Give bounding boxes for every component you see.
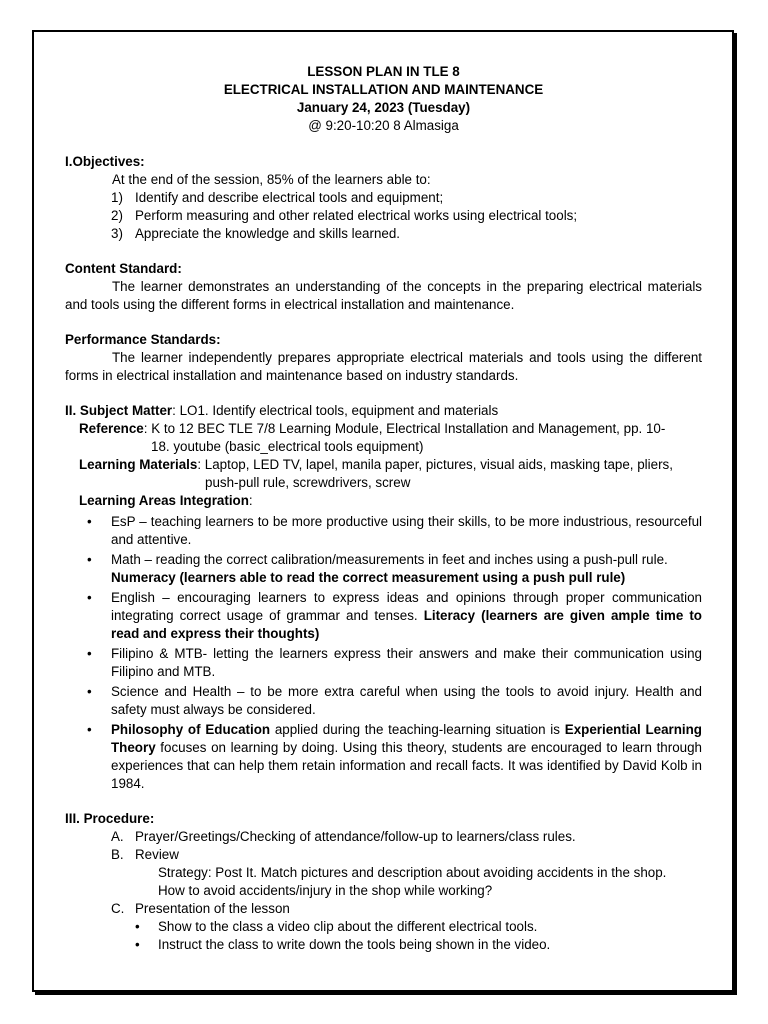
review-strategy: Strategy: Post It. Match pictures and description about avoiding accidents in the shop. How to avoid accidents/injury in the shop while working?	[158, 865, 667, 898]
presentation-list	[65, 918, 702, 954]
procedure-list	[65, 828, 702, 864]
procedure-list-c	[65, 900, 702, 918]
subject-matter-section	[65, 402, 702, 793]
content-standard-heading: Content Standard:	[65, 261, 182, 276]
learning-materials-block: Learning Materials: Laptop, LED TV, lapel, manila paper, pictures, visual aids, masking tape, pliers, push-pull rule, screwdrivers, screw	[79, 457, 673, 490]
list-item: A. Prayer/Greetings/Checking of attendance/follow-up to learners/class rules.	[111, 829, 576, 844]
list-item: 2) Perform measuring and other related electrical works using electrical tools;	[111, 208, 578, 223]
integration-heading: Learning Areas Integration:	[79, 493, 253, 508]
procedure-section	[65, 810, 702, 954]
objectives-section	[65, 153, 702, 243]
performance-standards-heading: Performance Standards:	[65, 332, 221, 347]
lesson-plan-document	[65, 63, 702, 954]
integration-list	[65, 513, 702, 793]
objectives-intro: At the end of the session, 85% of the learners able to:	[112, 172, 431, 187]
list-item: • Filipino & MTB- letting the learners express their answers and make their communication using Filipino and MTB.	[87, 646, 702, 679]
list-item: • Show to the class a video clip about the different electrical tools.	[135, 919, 538, 934]
header-subject: ELECTRICAL INSTALLATION AND MAINTENANCE	[223, 82, 544, 97]
list-item: • Philosophy of Education applied during the teaching-learning situation is Experiential Learning Theory focuses on learning by doing. Using this theory, students are encouraged to learn through experiences that can help them retain information and recall facts. It was identified by David Kolb in 1984.	[87, 722, 702, 791]
list-item: • English – encouraging learners to express ideas and opinions through proper communication integrating correct usage of grammar and tenses. Literacy (learners are given ample time to read and express their thoughts)	[87, 590, 702, 641]
objectives-heading: I.Objectives:	[65, 154, 145, 169]
content-standard-section	[65, 260, 702, 314]
list-item: • Math – reading the correct calibration/measurements in feet and inches using a push-pull rule. Numeracy (learners able to read the correct measurement using a push pull rule)	[87, 552, 668, 585]
list-item: • EsP – teaching learners to be more productive using their skills, to be more industrious, resourceful and attentive.	[87, 514, 702, 547]
content-standard-text: The learner demonstrates an understanding of the concepts in the preparing electrical materials and tools using the different forms in electrical installation and maintenance.	[65, 279, 702, 312]
header-time: @ 9:20-10:20 8 Almasiga	[308, 118, 459, 133]
document-header	[65, 63, 702, 135]
list-item: • Instruct the class to write down the tools being shown in the video.	[135, 937, 551, 952]
list-item: 3) Appreciate the knowledge and skills learned.	[111, 226, 401, 241]
performance-standards-section	[65, 331, 702, 385]
list-item: 1) Identify and describe electrical tools and equipment;	[111, 190, 444, 205]
objectives-list	[65, 189, 702, 243]
header-date: January 24, 2023 (Tuesday)	[296, 100, 471, 115]
header-title: LESSON PLAN IN TLE 8	[307, 64, 460, 79]
performance-standards-text: The learner independently prepares appropriate electrical materials and tools using the different forms in electrical installation and maintenance based on industry standards.	[65, 350, 702, 383]
procedure-heading: III. Procedure:	[65, 811, 155, 826]
list-item: • Science and Health – to be more extra careful when using the tools to avoid injury. Health and safety must always be considered.	[87, 684, 702, 717]
subject-matter-line: II. Subject Matter: LO1. Identify electrical tools, equipment and materials	[65, 403, 499, 418]
list-item: B. Review	[111, 847, 179, 862]
reference-block: Reference: K to 12 BEC TLE 7/8 Learning Module, Electrical Installation and Management, pp. 10- 18. youtube (basic_electrical tools equipment)	[79, 421, 666, 454]
list-item: C. Presentation of the lesson	[111, 901, 290, 916]
